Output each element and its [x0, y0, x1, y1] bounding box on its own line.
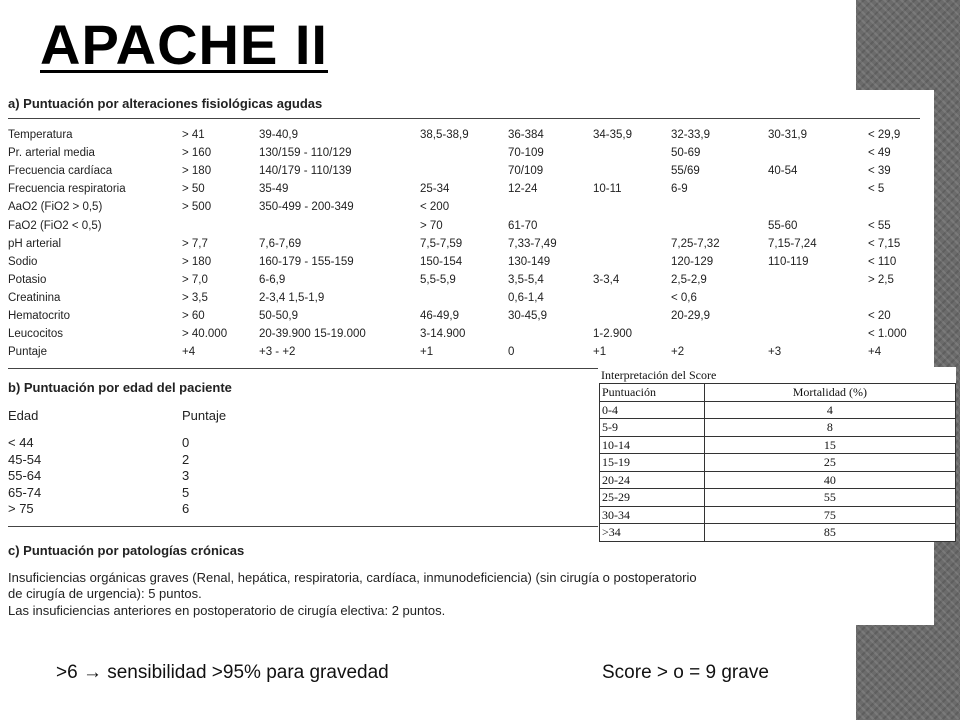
table-cell: < 49 [868, 147, 891, 160]
table-cell: 46-49,9 [420, 309, 460, 322]
table-cell [420, 289, 508, 307]
row-label: Potasio [8, 273, 47, 286]
table-cell: > 7,7 [182, 237, 208, 250]
score-header-cell: Mortalidad (%) [704, 384, 955, 402]
table-cell [593, 235, 671, 253]
sensitivity-note: >6 → sensibilidad >95% para gravedad [56, 662, 389, 683]
table-cell: 30-31,9 [768, 129, 808, 142]
section-c-line: Insuficiencias orgánicas graves (Renal, hepática, respiratoria, cardíaca, inmunodeficiencia) (sin cirugía o postoperatorio [8, 570, 697, 585]
section-c-title: c) Puntuación por patologías crónicas [8, 543, 245, 558]
table-cell: 7,15-7,24 [768, 237, 817, 250]
table-cell: 55/69 [671, 165, 700, 178]
table-cell: 61-70 [508, 219, 538, 232]
row-label: Hematocrito [8, 309, 70, 322]
table-cell: > 70 [420, 219, 443, 232]
mortality-value: 40 [704, 471, 955, 489]
table-row [8, 325, 920, 343]
score-range: 25-29 [600, 489, 705, 507]
table-cell: +2 [671, 346, 685, 359]
age-range: 45-54 [8, 451, 42, 467]
table-cell: 20-29,9 [671, 309, 711, 322]
table-cell: < 110 [868, 255, 897, 268]
table-cell: 25-34 [420, 183, 450, 196]
table-cell: +3 [768, 346, 782, 359]
table-cell: +1 [593, 346, 607, 359]
table-cell: > 41 [182, 129, 205, 142]
table-cell: < 55 [868, 219, 891, 232]
table-cell: 50-50,9 [259, 309, 299, 322]
table-cell: 3,5-5,4 [508, 273, 544, 286]
age-points: 0 [182, 435, 190, 450]
table-row [8, 198, 920, 216]
mortality-value: 4 [704, 401, 955, 419]
table-cell: 7,33-7,49 [508, 237, 557, 250]
table-row [8, 162, 920, 180]
table-cell: +3 - +2 [259, 346, 296, 359]
row-label: Creatinina [8, 291, 61, 304]
row-label: pH arterial [8, 237, 62, 250]
section-c-line: Las insuficiencias anteriores en postoperatorio de cirugía electiva: 2 puntos. [8, 603, 446, 618]
page-title: APACHE II [40, 13, 328, 76]
table-cell [420, 144, 508, 162]
section-b-title: b) Puntuación por edad del paciente [8, 380, 232, 395]
section-c-line: de cirugía de urgencia): 5 puntos. [8, 586, 202, 601]
table-cell: > 160 [182, 147, 212, 160]
table-cell [508, 325, 593, 343]
table-cell: 55-60 [768, 219, 798, 232]
table-row [8, 307, 920, 325]
table-cell [768, 180, 868, 198]
table-row [8, 126, 920, 144]
table-cell: 130/159 - 110/129 [259, 147, 352, 160]
table-cell: 2,5-2,9 [671, 273, 707, 286]
table-cell: 38,5-38,9 [420, 129, 469, 142]
table-cell: 36-384 [508, 129, 544, 142]
age-points: 5 [182, 484, 190, 500]
age-header: Edad [8, 408, 39, 423]
table-cell: > 180 [182, 165, 212, 178]
table-cell [508, 198, 593, 216]
score-header-cell: Puntuación [600, 384, 705, 402]
table-cell: < 20 [868, 309, 891, 322]
row-label: Sodio [8, 255, 38, 268]
age-range: 65-74 [8, 484, 42, 500]
table-row [8, 271, 920, 289]
table-cell [593, 144, 671, 162]
table-cell: 1-2.900 [593, 328, 633, 341]
score-row [600, 454, 956, 472]
score-range: 30-34 [600, 506, 705, 524]
table-cell: 40-54 [768, 165, 798, 178]
table-cell [671, 216, 768, 234]
table-cell: 3-3,4 [593, 273, 620, 286]
table-cell: 160-179 - 155-159 [259, 255, 354, 268]
row-label: FaO2 (FiO2 < 0,5) [8, 219, 102, 232]
points-header: Puntaje [182, 408, 227, 423]
table-cell: 7,25-7,32 [671, 237, 720, 250]
table-row [8, 343, 920, 361]
age-range: 55-64 [8, 468, 42, 483]
table-cell [593, 307, 671, 325]
score-range: 0-4 [600, 401, 705, 419]
age-points: 6 [182, 501, 190, 516]
table-cell: 12-24 [508, 183, 538, 196]
table-cell: < 29,9 [868, 129, 901, 142]
table-cell: 7,5-7,59 [420, 237, 463, 250]
severity-note: Score > o = 9 grave [602, 662, 769, 683]
age-points: 2 [182, 451, 190, 467]
score-row [600, 471, 956, 489]
table-cell: 7,6-7,69 [259, 237, 302, 250]
table-cell [768, 307, 868, 325]
row-label: Frecuencia cardíaca [8, 165, 113, 178]
table-row [8, 253, 920, 271]
table-cell: 150-154 [420, 255, 463, 268]
score-range: 5-9 [600, 419, 705, 437]
table-row [8, 144, 920, 162]
table-cell: +4 [182, 346, 196, 359]
section-a-top-rule [8, 118, 920, 119]
table-cell [768, 325, 868, 343]
score-interpretation-table [599, 383, 956, 542]
row-label: Frecuencia respiratoria [8, 183, 126, 196]
table-cell [868, 289, 920, 307]
mortality-value: 85 [704, 524, 955, 542]
table-cell: 6-6,9 [259, 273, 286, 286]
table-cell: 20-39.900 15-19.000 [259, 328, 366, 341]
table-cell: > 50 [182, 183, 205, 196]
table-cell: 3-14.900 [420, 328, 466, 341]
score-interpretation-heading: Interpretación del Score [601, 368, 717, 382]
table-cell [420, 162, 508, 180]
table-cell: > 7,0 [182, 273, 208, 286]
table-cell: > 60 [182, 309, 205, 322]
row-label: Pr. arterial media [8, 147, 95, 160]
table-cell: 110-119 [768, 255, 809, 268]
table-cell: 130-149 [508, 255, 551, 268]
table-cell [671, 198, 768, 216]
age-range: > 75 [8, 501, 34, 516]
table-cell [593, 289, 671, 307]
table-cell [768, 198, 868, 216]
table-cell: < 5 [868, 183, 885, 196]
table-cell: 10-11 [593, 183, 622, 196]
table-cell [768, 271, 868, 289]
apache-scan-document [0, 90, 934, 625]
table-row [8, 180, 920, 198]
table-cell: < 0,6 [671, 291, 697, 304]
table-row [8, 289, 920, 307]
table-cell: 5,5-5,9 [420, 273, 456, 286]
score-range: 20-24 [600, 471, 705, 489]
table-cell: 70-109 [508, 147, 544, 160]
row-label: Temperatura [8, 129, 73, 142]
score-row [600, 524, 956, 542]
table-cell: +1 [420, 346, 434, 359]
table-cell: > 180 [182, 255, 212, 268]
table-cell [593, 253, 671, 271]
table-cell: +4 [868, 346, 882, 359]
mortality-value: 55 [704, 489, 955, 507]
table-cell: > 3,5 [182, 291, 208, 304]
table-cell: 35-49 [259, 183, 289, 196]
section-a-title: a) Puntuación por alteraciones fisiológicas agudas [8, 96, 323, 111]
table-cell: < 1.000 [868, 328, 907, 341]
table-cell [868, 198, 920, 216]
table-cell [182, 216, 259, 234]
table-cell [593, 216, 671, 234]
table-cell [593, 198, 671, 216]
mortality-value: 75 [704, 506, 955, 524]
table-cell: 34-35,9 [593, 129, 633, 142]
table-cell [593, 162, 671, 180]
table-cell: 32-33,9 [671, 129, 711, 142]
table-cell: 0,6-1,4 [508, 291, 544, 304]
table-row [8, 216, 920, 234]
table-cell [671, 325, 768, 343]
section-b-bottom-rule [8, 526, 598, 527]
table-cell: < 200 [420, 201, 450, 214]
table-cell: 140/179 - 110/139 [259, 165, 352, 178]
row-label: AaO2 (FiO2 > 0,5) [8, 201, 103, 214]
table-cell: 39-40,9 [259, 129, 299, 142]
age-points: 3 [182, 468, 190, 483]
table-cell: > 40.000 [182, 328, 228, 341]
table-cell: < 39 [868, 165, 891, 178]
score-row [600, 489, 956, 507]
table-cell: 120-129 [671, 255, 714, 268]
score-header-row [600, 384, 956, 402]
table-cell: 6-9 [671, 183, 688, 196]
table-cell: > 500 [182, 201, 212, 214]
score-row [600, 419, 956, 437]
score-row [600, 506, 956, 524]
score-range: 10-14 [600, 436, 705, 454]
table-cell [768, 144, 868, 162]
table-cell: 30-45,9 [508, 309, 548, 322]
table-cell [768, 289, 868, 307]
table-cell: < 7,15 [868, 237, 901, 250]
table-cell: 0 [508, 346, 515, 359]
score-range: 15-19 [600, 454, 705, 472]
table-cell: 70/109 [508, 165, 544, 178]
table-cell: > 2,5 [868, 273, 894, 286]
row-label: Puntaje [8, 346, 48, 359]
mortality-value: 25 [704, 454, 955, 472]
section-a-bottom-rule [8, 368, 598, 369]
score-range: >34 [600, 524, 705, 542]
score-interpretation-box [599, 367, 956, 542]
table-cell: 2-3,4 1,5-1,9 [259, 291, 325, 304]
row-label: Leucocitos [8, 328, 63, 341]
physiology-table [8, 126, 920, 361]
table-cell: 350-499 - 200-349 [259, 201, 354, 214]
score-row [600, 401, 956, 419]
mortality-value: 15 [704, 436, 955, 454]
table-row [8, 235, 920, 253]
table-cell [259, 216, 420, 234]
age-range: < 44 [8, 435, 34, 450]
table-cell: 50-69 [671, 147, 701, 160]
mortality-value: 8 [704, 419, 955, 437]
score-row [600, 436, 956, 454]
